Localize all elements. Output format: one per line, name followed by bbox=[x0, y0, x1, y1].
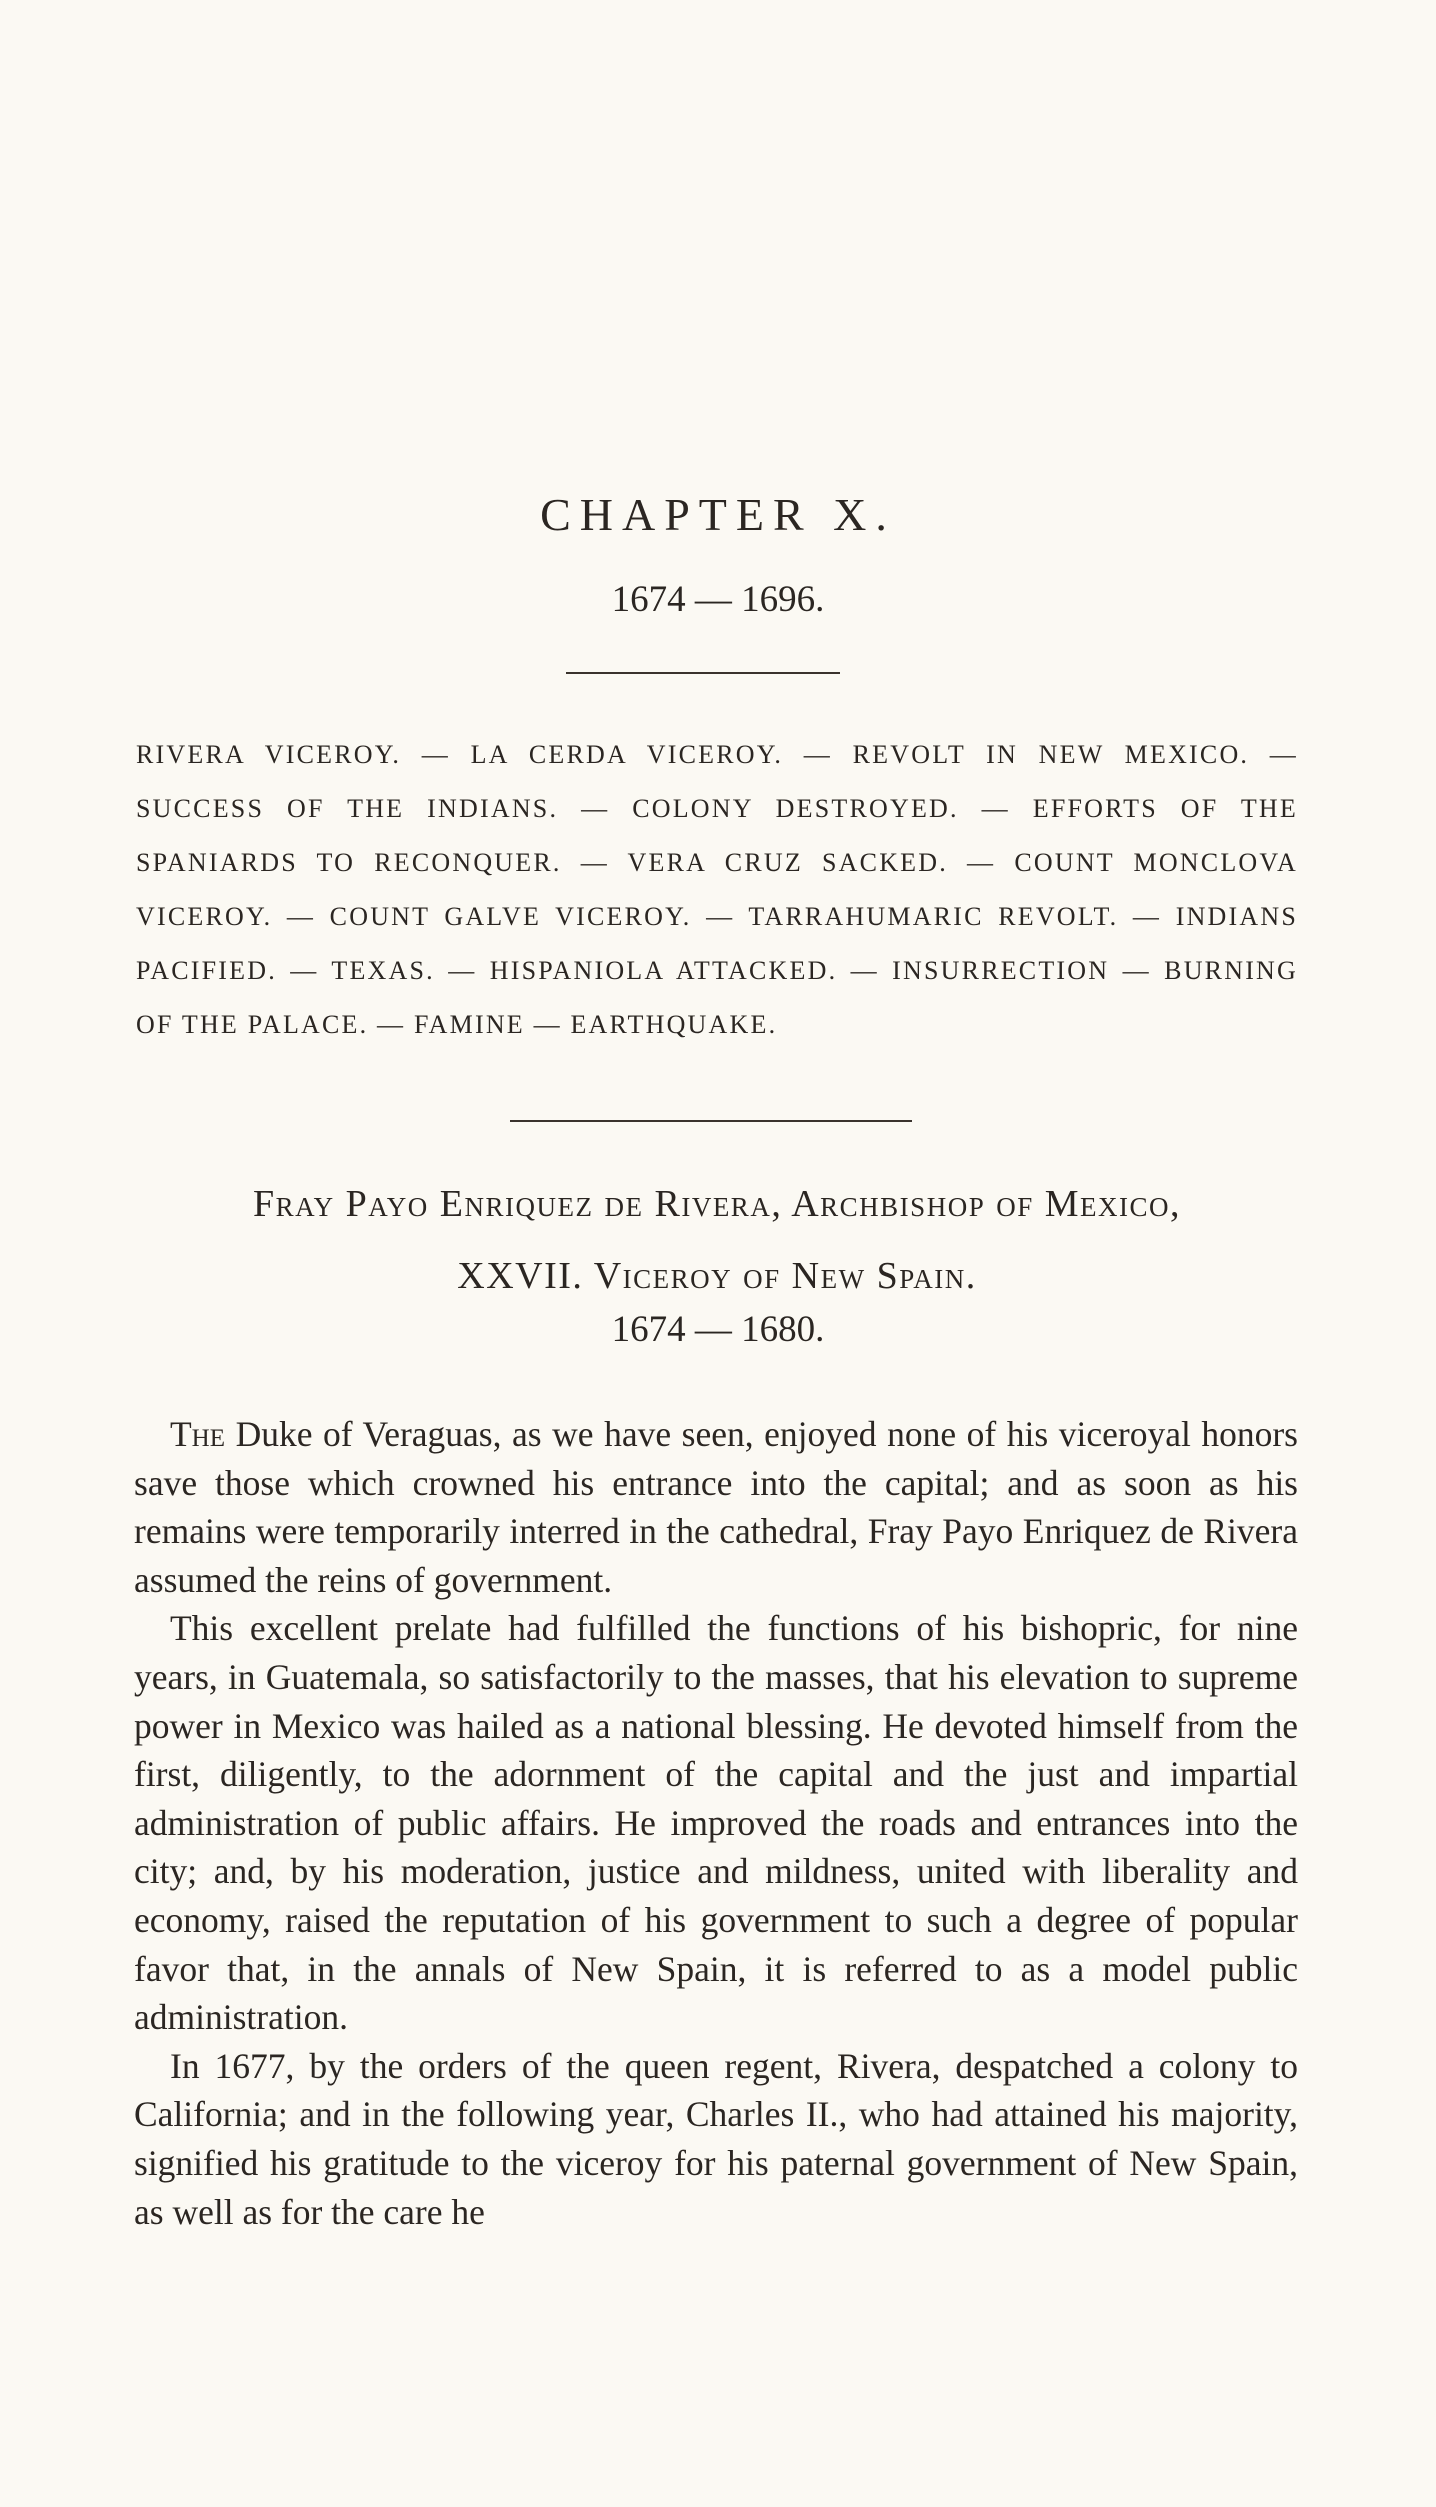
section-heading-line-2: XXVII. Viceroy of New Spain. bbox=[457, 1255, 977, 1297]
section-heading-line-1: Fray Payo Enriquez de Rivera, Archbishop of Mexico, bbox=[252, 1183, 1181, 1225]
chapter-divider bbox=[566, 672, 840, 674]
chapter-synopsis: RIVERA VICEROY. — LA CERDA VICEROY. — REVOLT IN NEW MEXICO. — SUCCESS OF THE INDIANS. — COLONY DESTROYED. — EFFORTS OF THE SPANIARDS TO RECONQUER. — VERA CRUZ SACKED. — COUNT MONCLOVA VICEROY. — COUNT GALVE VICEROY. — TARRAHUMARIC REVOLT. — INDIANS PACIFIED. — TEXAS. — HISPANIOLA ATTACKED. — INSURRECTION — BURNING OF THE PALACE. — FAMINE — EARTHQUAKE. bbox=[136, 740, 1298, 1039]
paragraph-text: This excellent prelate had fulfilled the functions of his bishopric, for nine years, in Guatemala, so satisfactorily to the masses, that his elevation to supreme power in Mexico was hailed as a national blessing. He devoted himself from the first, diligently, to the adornment of the capital and the just and impartial administration of public affairs. He improved the roads and entrances into the city; and, by his moderation, justice and mildness, united with liberality and economy, raised the reputation of his government to such a degree of popular favor that, in the annals of New Spain, it is referred to as a model public administration. bbox=[134, 1608, 1298, 2038]
chapter-title: CHAPTER X. bbox=[540, 489, 896, 540]
paragraph-1 bbox=[134, 1410, 1298, 1604]
section-heading bbox=[136, 1168, 1298, 1312]
section-years: 1674 — 1680. bbox=[611, 1309, 825, 1350]
paragraph-3 bbox=[134, 2042, 1298, 2236]
paragraph-lead: The bbox=[170, 1414, 226, 1454]
paragraph-text: Duke of Veraguas, as we have seen, enjoyed none of his viceroyal honors save those which crowned his entrance into the capital; and as soon as his remains were temporarily interred in the cathedral, Fray Payo Enriquez de Rivera assumed the reins of government. bbox=[134, 1414, 1298, 1600]
paragraph-2 bbox=[134, 1604, 1298, 2041]
paragraph-text: In 1677, by the orders of the queen regent, Rivera, despatched a colony to California; and in the following year, Charles II., who had attained his majority, signified his gratitude to the viceroy for his paternal government of New Spain, as well as for the care he bbox=[134, 2045, 1298, 2232]
body-text bbox=[134, 1410, 1298, 2236]
chapter-years: 1674 — 1696. bbox=[611, 579, 825, 620]
synopsis-divider bbox=[510, 1120, 912, 1122]
